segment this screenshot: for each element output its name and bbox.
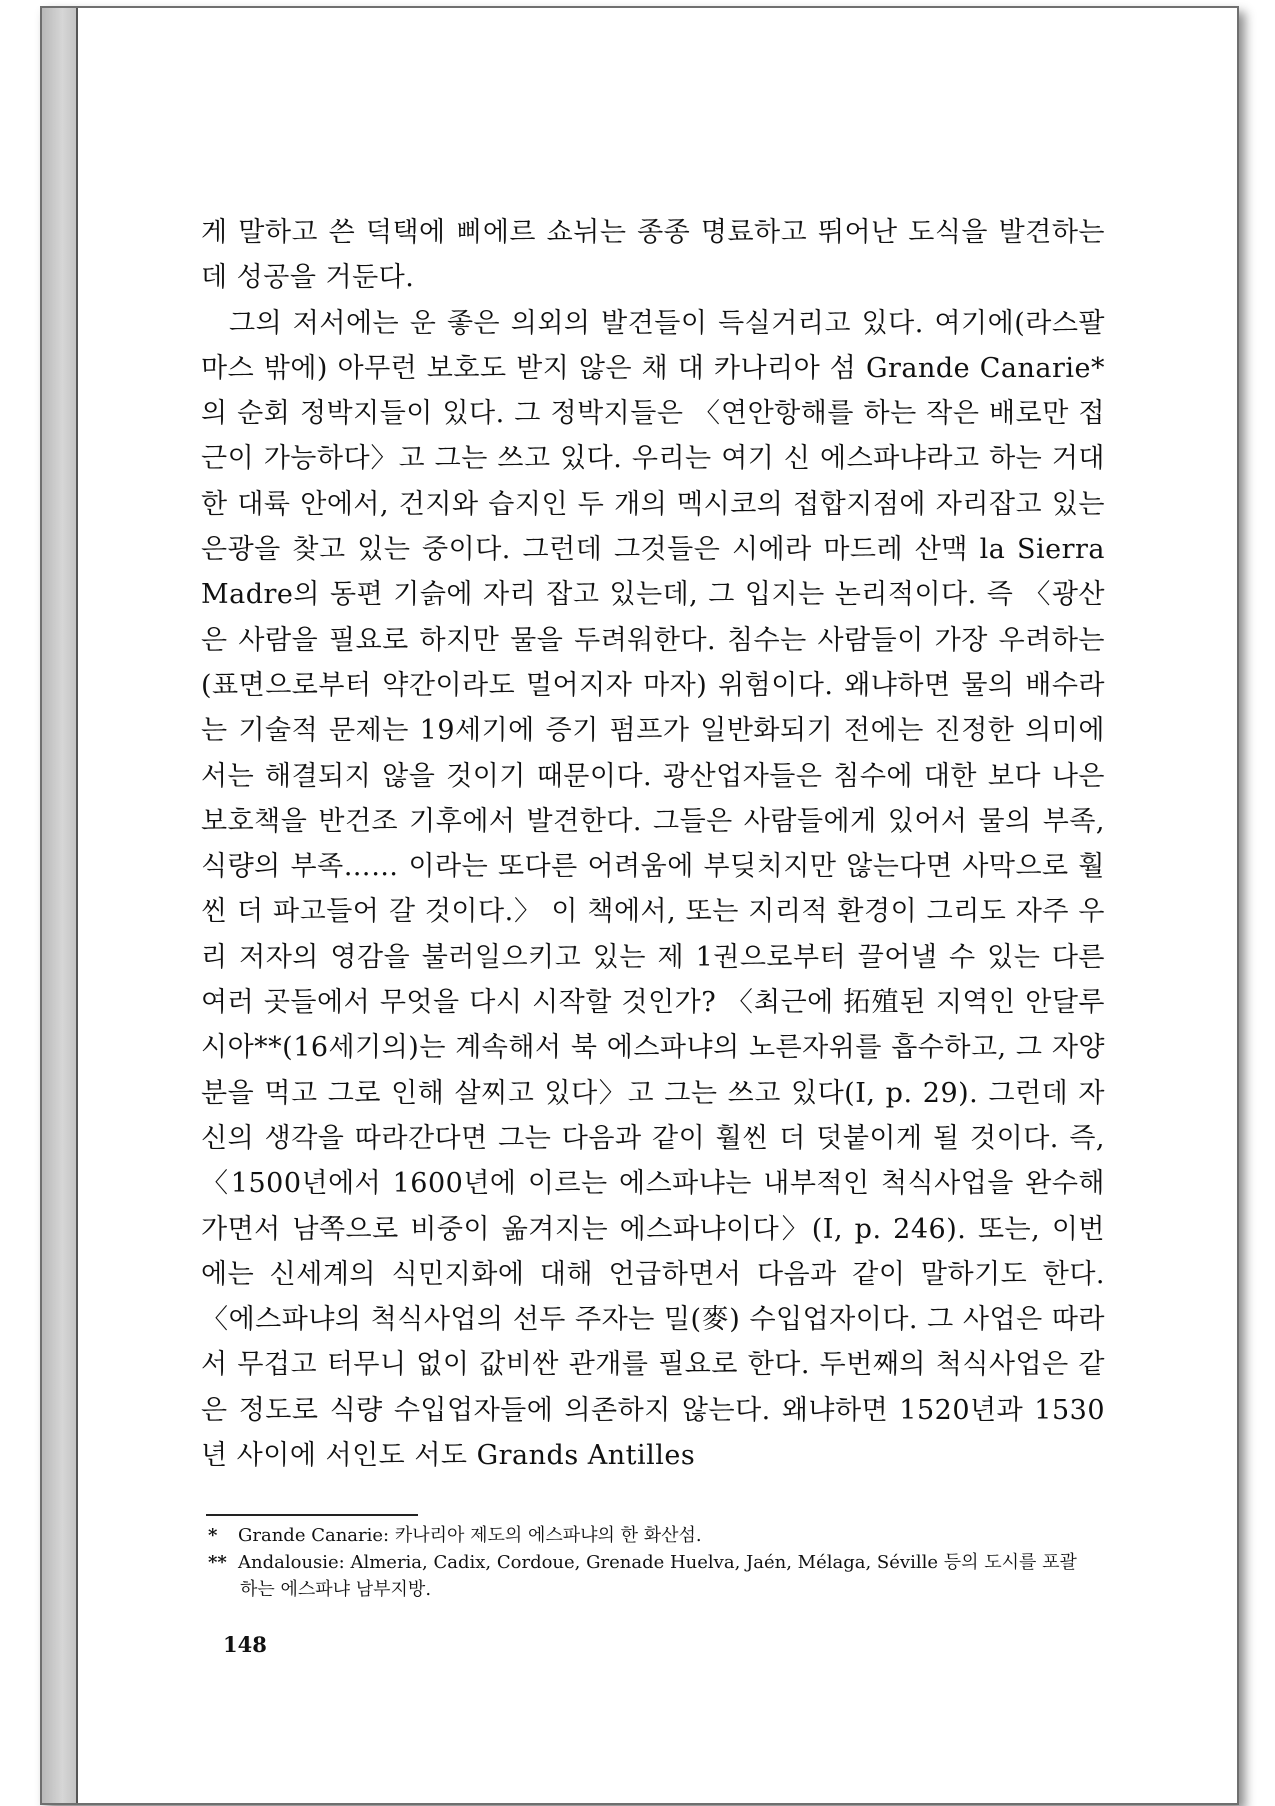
footnote-1-mark: * <box>208 1525 218 1546</box>
footnote-2-text: Andalousie: Almeria, Cadix, Cordoue, Grenade Huelva, Jaén, Mélaga, Séville 등의 도시를 포괄하는 에스파냐 남부지방. <box>238 1552 1077 1600</box>
page-number: 148 <box>223 1632 267 1657</box>
footnotes <box>208 1522 1088 1603</box>
body-text <box>201 210 1105 1478</box>
footnote-2-mark: ** <box>208 1552 227 1573</box>
footnote-2 <box>208 1549 1088 1603</box>
paragraph-1: 게 말하고 쓴 덕택에 삐에르 쇼뉘는 종종 명료하고 뛰어난 도식을 발견하는 데 성공을 거둔다. <box>201 217 1105 294</box>
footnote-1 <box>208 1522 1088 1549</box>
footnote-divider <box>206 1514 418 1516</box>
footnote-1-text: Grande Canarie: 카나리아 제도의 에스파냐의 한 화산섬. <box>238 1525 702 1546</box>
paragraph-2: 그의 저서에는 운 좋은 의외의 발견들이 득실거리고 있다. 여기에(라스팔마스 밖에) 아무런 보호도 받지 않은 채 대 카나리아 섬 Grande Canarie*의 순회 정박지들이 있다. 그 정박지들은 〈연안항해를 하는 작은 배로만 접근이 가능하다〉고 그는 쓰고 있다. 우리는 여기 신 에스파냐라고 하는 거대한 대륙 안에서, 건지와 습지인 두 개의 멕시코의 접합지점에 자리잡고 있는 은광을 찾고 있는 중이다. 그런데 그것들은 시에라 마드레 산맥 la Sierra Madre의 동편 기슭에 자리 잡고 있는데, 그 입지는 논리적이다. 즉 〈광산은 사람을 필요로 하지만 물을 두려워한다. 침수는 사람들이 가장 우려하는(표면으로부터 약간이라도 멀어지자 마자) 위험이다. 왜냐하면 물의 배수라는 기술적 문제는 19세기에 증기 펌프가 일반화되기 전에는 진정한 의미에서는 해결되지 않을 것이기 때문이다. 광산업자들은 침수에 대한 보다 나은 보호책을 반건조 기후에서 발견한다. 그들은 사람들에게 있어서 물의 부족, 식량의 부족…… 이라는 또다른 어려움에 부딪치지만 않는다면 사막으로 훨씬 더 파고들어 갈 것이다.〉 이 책에서, 또는 지리적 환경이 그리도 자주 우리 저자의 영감을 불러일으키고 있는 제 1권으로부터 끌어낼 수 있는 다른 여러 곳들에서 무엇을 다시 시작할 것인가? 〈최근에 拓殖된 지역인 안달루시아**(16세기의)는 계속해서 북 에스파냐의 노른자위를 흡수하고, 그 자양분을 먹고 그로 인해 살찌고 있다〉고 그는 쓰고 있다(I, p. 29). 그런데 자신의 생각을 따라간다면 그는 다음과 같이 훨씬 더 덧붙이게 될 것이다. 즉, 〈1500년에서 1600년에 이르는 에스파냐는 내부적인 척식사업을 완수해 가면서 남쪽으로 비중이 옮겨지는 에스파냐이다〉(I, p. 246). 또는, 이번에는 신세계의 식민지화에 대해 언급하면서 다음과 같이 말하기도 한다. 〈에스파냐의 척식사업의 선두 주자는 밀(麥) 수입업자이다. 그 사업은 따라서 무겁고 터무니 없이 값비싼 관개를 필요로 한다. 두번째의 척식사업은 같은 정도로 식량 수입업자들에 의존하지 않는다. 왜냐하면 1520년과 1530년 사이에 서인도 서도 Grands Antilles <box>201 307 1105 1472</box>
book-spine <box>42 8 78 1803</box>
